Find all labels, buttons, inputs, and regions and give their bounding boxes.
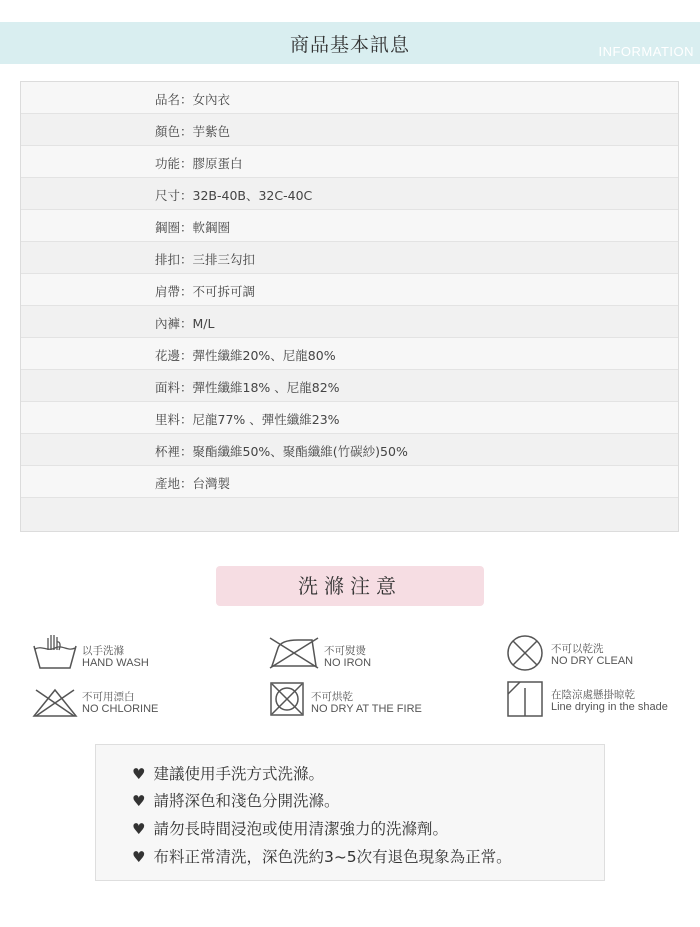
line-dry-shade-zh: 在陰涼處懸掛晾乾 [551, 689, 635, 701]
info-row [21, 82, 678, 114]
no-iron-en: NO IRON [324, 657, 372, 669]
care-note-text: 請勿長時間浸泡或使用清潔強力的洗滌劑。 [153, 820, 448, 838]
info-row-label: 鋼圈：軟鋼圈 [155, 220, 231, 235]
line-dry-shade-label [551, 689, 668, 713]
care-note-text: 布料正常清洗，深色洗約3~5次有退色現象為正常。 [153, 848, 512, 866]
info-row [21, 210, 678, 242]
care-title: 洗滌注意 [298, 574, 402, 598]
info-row [21, 498, 678, 531]
info-subtitle: INFORMATION [598, 44, 694, 59]
care-note [132, 817, 448, 839]
product-info-table [20, 81, 679, 532]
no-dry-clean-label [551, 643, 633, 667]
info-row-label: 面料：彈性纖維18% 、尼龍82% [155, 380, 340, 395]
info-row-label: 里料：尼龍77% 、彈性纖維23% [155, 412, 340, 427]
care-notes-box [95, 744, 605, 881]
no-tumble-dry-zh: 不可烘乾 [311, 691, 353, 703]
care-note-text: 建議使用手洗方式洗滌。 [153, 765, 324, 783]
no-tumble-dry-label [311, 691, 422, 715]
heart-icon: ♥ [132, 792, 146, 810]
info-row [21, 274, 678, 306]
info-row [21, 466, 678, 498]
hand-wash-en: HAND WASH [82, 657, 149, 669]
heart-icon: ♥ [132, 848, 146, 866]
heart-icon: ♥ [132, 765, 146, 783]
info-row-label: 功能：膠原蛋白 [155, 156, 243, 171]
hand-wash-zh: 以手洗滌 [82, 645, 124, 657]
info-row [21, 114, 678, 146]
no-bleach-label [82, 691, 158, 715]
no-tumble-dry-icon [269, 681, 305, 717]
info-row-label: 肩帶：不可拆可調 [155, 284, 256, 299]
no-iron-zh: 不可熨燙 [324, 645, 366, 657]
no-dry-clean-icon [506, 634, 544, 672]
info-row-label: 內褲：M/L [155, 316, 215, 331]
care-note [132, 789, 339, 811]
hand-wash-icon [32, 632, 78, 672]
no-dry-clean-en: NO DRY CLEAN [551, 655, 634, 667]
info-row [21, 146, 678, 178]
info-row [21, 338, 678, 370]
care-title-pill [216, 566, 484, 606]
info-row-label: 顏色：芋紫色 [155, 124, 231, 139]
info-row [21, 434, 678, 466]
info-row-label: 杯裡：聚酯纖維50%、聚酯纖維(竹碳紗)50% [155, 444, 408, 459]
line-dry-shade-en: Line drying in the shade [551, 701, 668, 713]
no-dry-clean-zh: 不可以乾洗 [551, 643, 604, 655]
info-row-label: 花邊：彈性纖維20%、尼龍80% [155, 348, 336, 363]
info-row [21, 306, 678, 338]
no-tumble-dry-en: NO DRY AT THE FIRE [311, 703, 422, 715]
no-iron-label [324, 645, 371, 669]
info-row [21, 402, 678, 434]
info-row-label: 產地：台灣製 [155, 476, 231, 491]
care-note-text: 請將深色和淺色分開洗滌。 [153, 792, 340, 810]
hand-wash-label [82, 645, 149, 669]
no-iron-icon [268, 636, 320, 670]
care-note [132, 845, 512, 867]
info-row [21, 370, 678, 402]
info-row-label: 品名：女內衣 [155, 92, 231, 107]
no-bleach-icon [32, 686, 78, 718]
no-bleach-en: NO CHLORINE [82, 703, 159, 715]
info-row-label: 尺寸：32B-40B、32C-40C [155, 188, 313, 203]
info-row [21, 242, 678, 274]
info-title: 商品基本訊息 [289, 34, 410, 56]
line-dry-shade-icon [506, 680, 544, 718]
info-row [21, 178, 678, 210]
no-bleach-zh: 不可用漂白 [82, 691, 135, 703]
heart-icon: ♥ [132, 820, 146, 838]
info-header-band [0, 22, 700, 64]
info-row-label: 排扣：三排三勾扣 [155, 252, 256, 267]
care-note [132, 762, 324, 784]
